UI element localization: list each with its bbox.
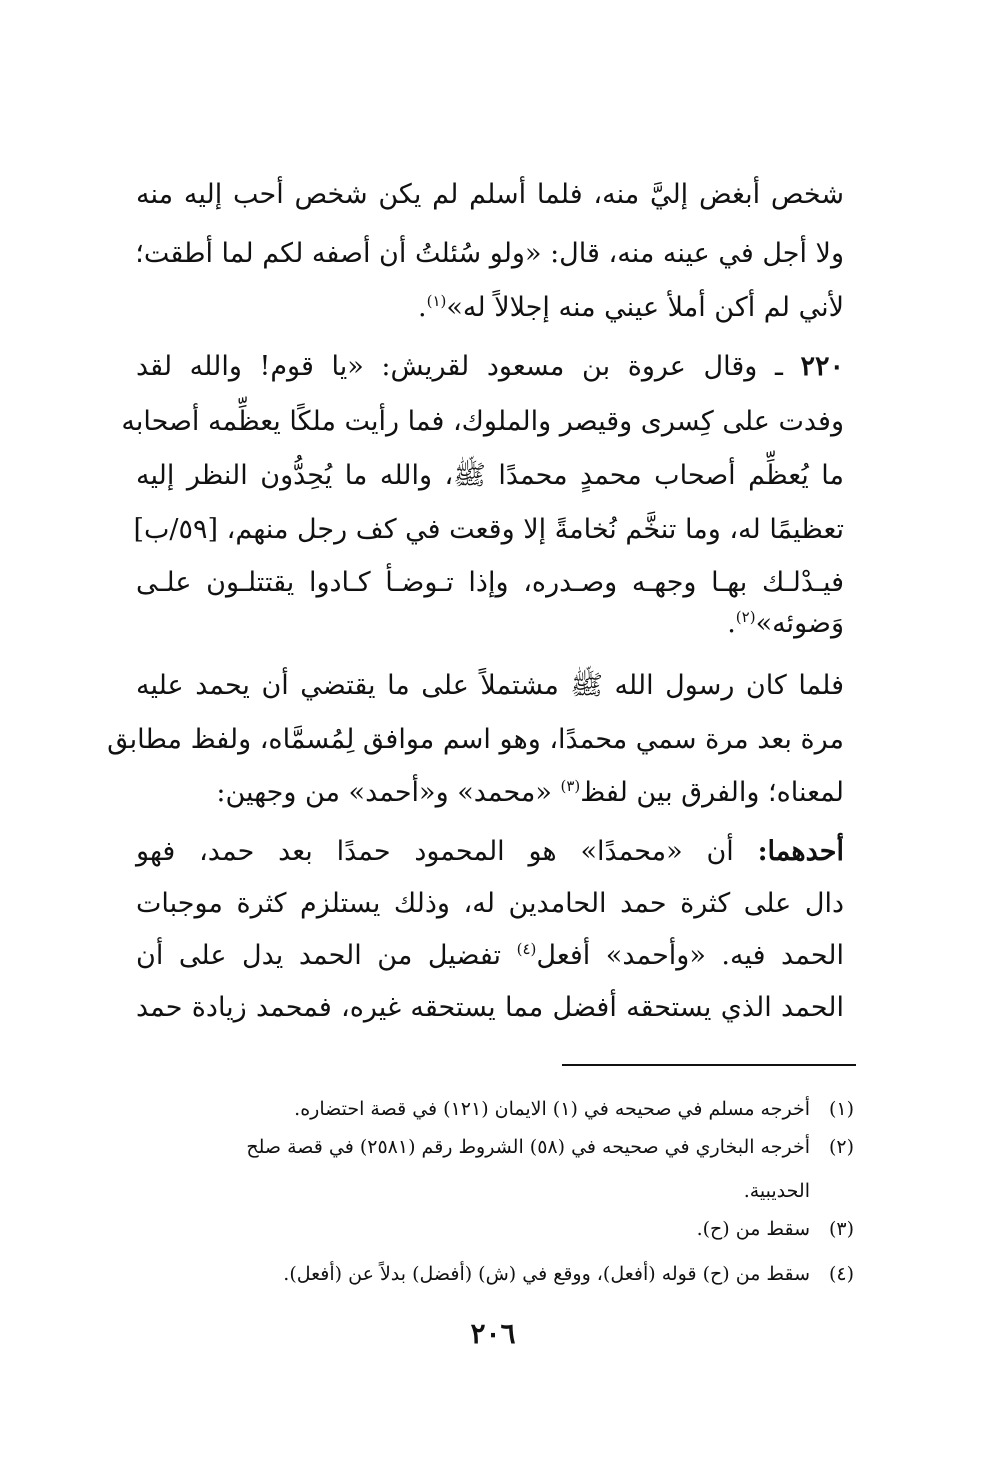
footnote <box>118 1130 854 1164</box>
text-line: تعظيمًا له، وما تنخَّم نُخامةً إلا وقعت في كف رجل منهم، [٥٩/ب] <box>133 514 844 545</box>
text-run: «محمد» و«أحمد» من وجهين: <box>216 777 561 808</box>
footnote-number: (٣) <box>828 1218 854 1240</box>
text-line <box>136 934 844 978</box>
footnote <box>118 1092 854 1126</box>
text-run: أن «محمدًا» هو المحمود حمدًا بعد حمد، فهو <box>136 836 758 867</box>
footnote-text: سقط من (ح). <box>696 1218 810 1240</box>
text-line: فلما كان رسول الله ﷺ مشتملاً على ما يقتضي أن يحمد عليه <box>136 670 844 701</box>
text-line <box>136 286 844 330</box>
text-run: لأني لم أكن أملأ عيني منه إجلالاً له» <box>446 292 844 323</box>
footnote-number: (١) <box>828 1098 854 1120</box>
text-run: الحمد فيه. «وأحمد» أفعل <box>536 940 844 971</box>
footnote <box>118 1257 854 1291</box>
text-run: ـ وقال عروة بن مسعود لقريش: «يا قوم! والله لقد <box>136 351 783 382</box>
footnote <box>118 1212 854 1246</box>
footnote-text: أخرجه البخاري في صحيحه في (٥٨) الشروط رقم (٢٥٨١) في قصة صلح <box>246 1136 810 1158</box>
paragraph-lead: أحدهما: <box>757 836 844 867</box>
text-run: تفضيل من الحمد يدل على أن <box>136 940 517 971</box>
footnote-number: (٢) <box>828 1136 854 1158</box>
text-line: مرة بعد مرة سمي محمدًا، وهو اسم موافق لِمُسمَّاه، ولفظ مطابق <box>107 724 844 755</box>
text-line: شخص أبغض إليَّ منه، فلما أسلم لم يكن شخص أحب إليه منه <box>136 179 844 210</box>
text-line: ما يُعظِّم أصحاب محمدٍ محمدًا ﷺ، والله ما يُحِدُّون النظر إليه <box>136 460 844 491</box>
footnote-text: الحديبية. <box>743 1180 810 1202</box>
footnote-ref: (٤) <box>516 940 537 958</box>
text-line: الحمد الذي يستحقه أفضل مما يستحقه غيره، فمحمد زيادة حمد <box>136 992 844 1023</box>
text-line <box>136 771 844 815</box>
footnote-separator <box>562 1064 856 1066</box>
text-run: لمعناه؛ والفرق بين لفظ <box>580 777 844 808</box>
text-line <box>136 830 844 874</box>
text-run: وَضوئه» <box>755 608 844 639</box>
footnote-number: (٤) <box>828 1263 854 1285</box>
text-line <box>136 345 844 389</box>
text-line: فيـدْلـك بهـا وجهـه وصـدره، وإذا تـوضـأ كـادوا يقتتلـون علـى <box>136 567 844 598</box>
footnote-text: سقط من (ح) قوله (أفعل)، ووقع في (ش) (أفضل) بدلاً عن (أفعل). <box>283 1263 810 1285</box>
text-line <box>136 602 844 646</box>
text-line: دال على كثرة حمد الحامدين له، وذلك يستلزم كثرة موجبات <box>136 888 844 919</box>
text-run: . <box>418 292 427 323</box>
footnote-ref: (٣) <box>560 777 581 795</box>
footnote-ref: (٢) <box>735 608 756 626</box>
footnote-continuation <box>118 1174 854 1208</box>
footnote-text: أخرجه مسلم في صحيحه في (١) الايمان (١٢١) في قصة احتضاره. <box>294 1098 810 1120</box>
page-number: ٢٠٦ <box>470 1317 516 1350</box>
text-run: . <box>727 608 736 639</box>
hadith-number: ٢٢٠ <box>800 351 844 382</box>
text-line: وفدت على كِسرى وقيصر والملوك، فما رأيت ملكًا يعظِّمه أصحابه <box>121 406 844 437</box>
footnote-ref: (١) <box>426 292 447 310</box>
text-line: ولا أجل في عينه منه، قال: «ولو سُئلتُ أن أصفه لكم لما أطقت؛ <box>135 238 844 269</box>
